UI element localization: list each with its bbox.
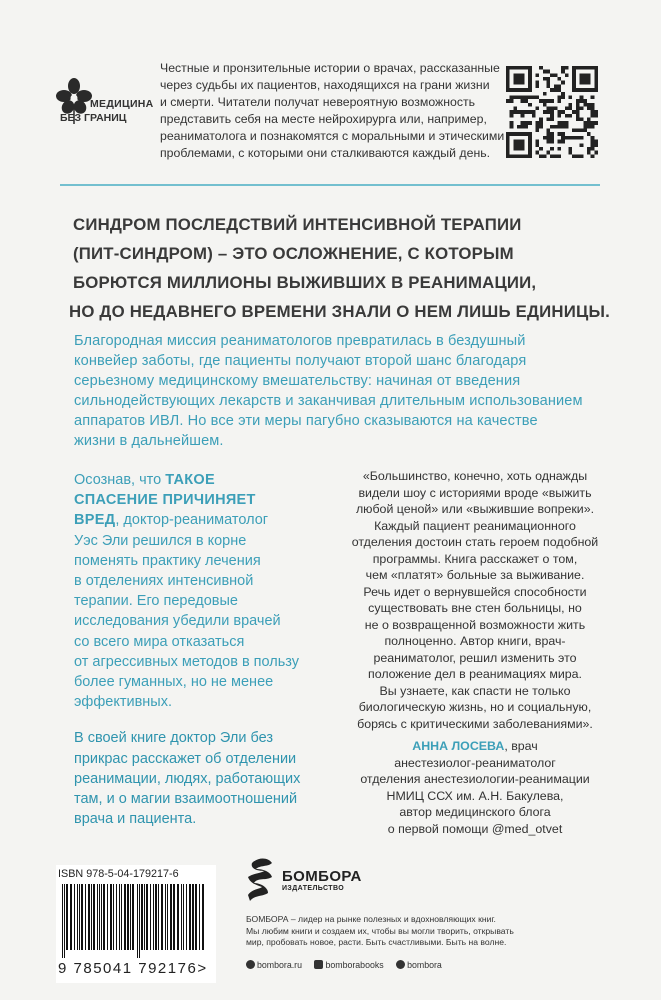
quote-line: не о возвращенной возможности жить (364, 617, 586, 632)
social-link-web[interactable] (246, 960, 302, 970)
intro-line: Честные и пронзительные истории о врачах, рассказанные (160, 61, 500, 75)
left-line: врача и пациента. (74, 811, 197, 828)
left-line (74, 510, 334, 530)
section-divider (60, 184, 600, 186)
review-quote (345, 468, 605, 732)
quote-line: борясь с критическими заболеваниями». (357, 716, 593, 731)
social-links (246, 960, 452, 970)
quote-line: «Большинство, конечно, хоть однажды (362, 469, 588, 483)
publisher-description (246, 914, 606, 949)
left-line: реанимации, людях, работающих (74, 770, 301, 787)
author-role: отделения анестезиологии-реанимации (360, 772, 590, 786)
social-link-telegram[interactable] (396, 960, 442, 970)
left-line: эффективных. (74, 694, 172, 711)
intro-line: проблемами, с которыми они сталкиваются каждый день. (160, 146, 491, 160)
emphasis-text: ТАКОЕ (165, 472, 215, 488)
left-line: более гуманных, но не менее (74, 674, 274, 691)
barcode-first-digit: 9 (58, 960, 68, 977)
social-label: bombora.ru (257, 960, 302, 970)
left-text: , доктор-реаниматолог (115, 512, 269, 529)
social-link-vk[interactable] (314, 960, 383, 970)
intro-line: реаниматолога и познакомятся с моральными и этическими (160, 129, 505, 143)
headline-line: (ПИТ-СИНДРОМ) – ЭТО ОСЛОЖНЕНИЕ, С КОТОРЫМ (73, 244, 514, 263)
author-name: АННА ЛОСЕВА (412, 739, 505, 753)
headline-line: БОРЮТСЯ МИЛЛИОНЫ ВЫЖИВШИХ В РЕАНИМАЦИИ, (73, 273, 537, 292)
intro-line: через судьбы их пациентов, находящихся на грани жизни (160, 78, 490, 92)
lead-line: Благородная миссия реаниматологов превратилась в бездушный (74, 333, 526, 349)
intro-paragraph (160, 60, 505, 162)
left-line: поменять практику лечения (74, 552, 261, 569)
intro-line: и смерти. Читатели получат невероятную возможность (160, 95, 476, 109)
quote-line: реаниматолог, решил изменить это (373, 650, 577, 665)
left-line: от агрессивных методов в пользу (74, 653, 300, 670)
lead-line: аппаратов ИВЛ. Но все эти меры пагубно сказываются на качестве (74, 413, 538, 429)
left-paragraph-2 (74, 728, 334, 829)
left-line: терапии. Его передовые (74, 593, 238, 610)
author-role: о первой помощи @med_otvet (387, 821, 563, 836)
publisher-line: Мы любим книги и создаем их, чтобы вы могли творить, открывать (246, 925, 514, 936)
quote-line: Речь идет о вернувшейся способности (363, 584, 587, 599)
author-role: анестезиолог-реаниматолог (394, 755, 556, 770)
left-line: Уэс Эли решился в корне (74, 532, 247, 549)
barcode-group-1: 785041 (73, 960, 133, 977)
quote-line: существовать вне стен больницы, но (368, 601, 582, 615)
quote-line: видели шоу с историями вроде «выжить (358, 485, 592, 500)
barcode-arrow: > (197, 960, 208, 977)
lead-line: серьезному медицинскому вмешательству: начиная от введения (74, 373, 521, 389)
quote-line: чем «платят» больные за выживание. (365, 568, 585, 582)
publisher-line: БОМБОРА – лидер на рынке полезных и вдохновляющих книг. (246, 914, 496, 924)
left-line: со всего мира отказаться (74, 633, 245, 650)
quote-line: отделения достоин стать героем подобной (351, 535, 599, 549)
author-role: автор медицинского блога (399, 805, 551, 819)
vk-icon (314, 960, 323, 969)
quote-line: Вы узнаете, как спасти не только (379, 683, 571, 698)
quote-line: положение дел в реанимациях мира. (367, 667, 582, 681)
author-role: НМИЦ ССХ им. А.Н. Бакулева, (386, 788, 564, 803)
social-label: bomborabooks (325, 960, 384, 970)
author-line (345, 738, 605, 755)
left-text: Осознав, что (74, 472, 166, 488)
left-column (74, 470, 334, 829)
left-line: прикрас расскажет об отделении (74, 750, 297, 767)
lead-paragraph (74, 331, 608, 451)
quote-line: программы. Книга расскажет о том, (372, 551, 578, 566)
quote-line: Каждый пациент реанимационного (374, 518, 576, 533)
quote-author (345, 738, 605, 837)
left-line (74, 470, 334, 490)
publisher-name: БОМБОРА (282, 868, 362, 885)
qr-code-icon[interactable] (506, 66, 598, 158)
lead-line: сильнодействующих лекарств и заканчивая длительным использованием (74, 393, 583, 409)
telegram-icon (396, 960, 405, 969)
web-icon (246, 960, 255, 969)
left-paragraph-1 (74, 470, 334, 712)
lead-line: жизни в дальнейшем. (74, 433, 224, 449)
left-line: в отделениях интенсивной (74, 573, 254, 590)
series-name-line2: БЕЗ ГРАНИЦ (60, 112, 127, 124)
left-line: исследования убедили врачей (74, 613, 281, 630)
headline-line: СИНДРОМ ПОСЛЕДСТВИЙ ИНТЕНСИВНОЙ ТЕРАПИИ (73, 215, 522, 234)
intro-line: представить себя на месте нейрохирурга или, например, (160, 112, 487, 126)
emphasis-text: ВРЕД (74, 512, 116, 529)
left-line: В своей книге доктор Эли без (74, 730, 273, 747)
series-logo (56, 78, 154, 134)
publisher-line: мир, пробовать новое, расти. Быть счастливыми. Быть на волне. (246, 937, 507, 948)
right-column (345, 468, 605, 837)
emphasis-text: СПАСЕНИЕ ПРИЧИНЯЕТ (74, 492, 256, 509)
publisher-subtitle: ИЗДАТЕЛЬСТВО (282, 885, 345, 892)
quote-line: полноценно. Автор книги, врач- (384, 634, 566, 648)
headline (69, 210, 613, 326)
isbn-text: ISBN 978-5-04-179217-6 (58, 868, 179, 880)
social-label: bombora (407, 960, 442, 970)
left-line: там, и о магии взаимоотношений (74, 791, 298, 808)
barcode-group-2: 792176 (138, 960, 198, 977)
quote-line: любой ценой» или «выжившие вопреки». (355, 502, 595, 516)
barcode-digits (58, 960, 208, 977)
lead-line: конвейер заботы, где пациенты получают второй шанс благодаря (74, 353, 527, 369)
barcode-icon (58, 884, 208, 958)
series-name-line1: МЕДИЦИНА (90, 98, 154, 110)
headline-line: НО ДО НЕДАВНЕГО ВРЕМЕНИ ЗНАЛИ О НЕМ ЛИШЬ ЕДИНИЦЫ. (69, 302, 610, 321)
quote-line: биологическую жизнь, но и социальную, (358, 700, 592, 714)
author-suffix: , врач (504, 739, 538, 753)
